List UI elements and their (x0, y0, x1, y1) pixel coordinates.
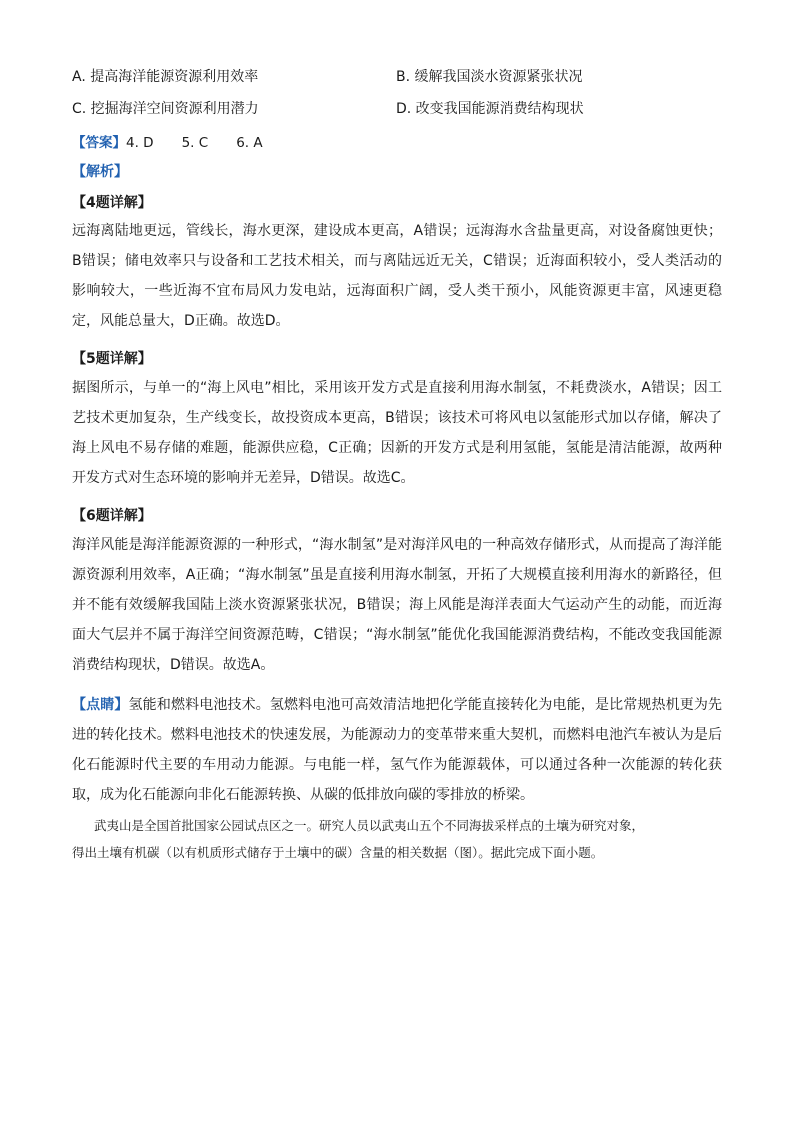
q4-explanation (72, 216, 722, 336)
tip-section (72, 690, 722, 810)
intro-line: 得出土壤有机碳（以有机质形式储存于土壤中的碳）含量的相关数据（图）。据此完成下面小题。 (72, 845, 604, 860)
q6-line: 面大气层并不属于海洋空间资源范畴，C错误；“海水制氢”能优化我国能源消费结构，不能改变我国能源 (72, 627, 722, 643)
q4-line: B错误；储电效率只与设备和工艺技术相关，而与离陆远近无关，C错误；近海面积较小，受人类活动的 (72, 253, 722, 269)
options-row-2 (72, 98, 732, 120)
q6-line: 并不能有效缓解我国陆上淡水资源紧张状况，B错误；海上风能是海洋表面大气运动产生的动能，而近海 (72, 597, 722, 613)
tip-line: 取，成为化石能源向非化石能源转换、从碳的低排放向碳的零排放的桥梁。 (72, 787, 534, 803)
q6-line: 源资源利用效率，A正确；“海水制氢”虽是直接利用海水制氢，开拓了大规模直接利用海水的新路径，但 (72, 567, 722, 583)
option-a: A. 提高海洋能源资源利用效率 (72, 69, 259, 85)
option-b: B. 缓解我国淡水资源紧张状况 (396, 69, 583, 85)
tip-line: 进的转化技术。燃料电池技术的快速发展，为能源动力的变革带来重大契机，而燃料电池汽车被认为是后 (72, 727, 722, 743)
q5-line: 海上风电不易存储的难题，能源供应稳，C正确；因新的开发方式是利用氢能，氢能是清洁能源，故两种 (72, 440, 722, 456)
intro-line: 武夷山是全国首批国家公园试点区之一。研究人员以武夷山五个不同海拔采样点的土壤为研究对象， (94, 818, 645, 833)
q4-line: 远海离陆地更远，管线长，海水更深，建设成本更高，A错误；远海海水含盐量更高，对设备腐蚀更快； (72, 223, 722, 239)
q6-line: 消费结构现状，D错误。故选A。 (72, 657, 275, 673)
tip-line: 化石能源时代主要的车用动力能源。与电能一样，氢气作为能源载体，可以通过各种一次能源的转化获 (72, 757, 722, 773)
q6-heading: 【6题详解】 (72, 508, 152, 524)
answer-line (72, 131, 291, 151)
options-row-1 (72, 66, 732, 88)
q5-line: 据图所示，与单一的“海上风电”相比，采用该开发方式是直接利用海水制氢，不耗费淡水，A错误；因工 (72, 380, 722, 396)
option-c: C. 挖掘海洋空间资源利用潜力 (72, 101, 259, 117)
q6-line: 海洋风能是海洋能源资源的一种形式，“海水制氢”是对海洋风电的一种高效存储形式，从而提高了海洋能 (72, 537, 722, 553)
q4-line: 影响较大，一些近海不宜布局风力发电站，远海面积广阔，受人类干预小，风能资源更丰富，风速更稳 (72, 283, 722, 299)
q5-heading: 【5题详解】 (72, 351, 152, 367)
q5-line: 开发方式对生态环境的影响并无差异，D错误。故选C。 (72, 470, 415, 486)
answer-label: 【答案】 (72, 135, 126, 151)
q4-line: 定，风能总量大，D正确。故选D。 (72, 313, 290, 329)
tip-first-text: 氢能和燃料电池技术。氢燃料电池可高效清洁地把化学能直接转化为电能，是比常规热机更为先 (128, 697, 723, 713)
q5-explanation (72, 373, 722, 493)
tip-label: 【点睛】 (72, 697, 129, 713)
q5-line: 艺技术更加复杂，生产线变长，故投资成本更高，B错误；该技术可将风电以氢能形式加以存储，解决了 (72, 410, 722, 426)
answer-4: 4. D (126, 135, 154, 151)
analysis-label: 【解析】 (72, 164, 128, 180)
option-d: D. 改变我国能源消费结构现状 (396, 101, 584, 117)
q6-explanation (72, 530, 722, 680)
answer-6: 6. A (236, 135, 263, 151)
q4-heading: 【4题详解】 (72, 195, 152, 211)
tip-first-line (72, 690, 722, 720)
answer-5: 5. C (181, 135, 209, 151)
question-intro (72, 812, 722, 866)
